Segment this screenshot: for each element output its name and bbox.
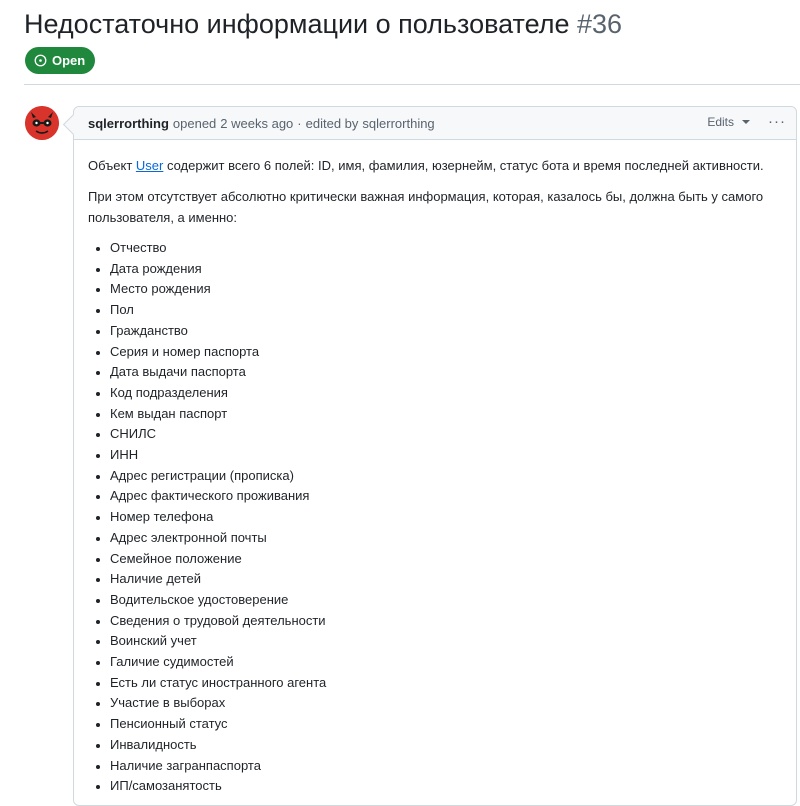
list-item: • Сведения о трудовой деятельности bbox=[110, 611, 782, 632]
issue-title bbox=[24, 6, 622, 42]
list-item: • Кем выдан паспорт bbox=[110, 404, 782, 425]
more-options-icon[interactable]: ··· bbox=[768, 113, 786, 130]
missing-fields-list bbox=[88, 238, 782, 797]
comment-editor-link[interactable]: sqlerrorthing bbox=[362, 115, 435, 131]
list-item: • Есть ли статус иностранного агента bbox=[110, 673, 782, 694]
header-divider bbox=[24, 84, 800, 85]
caret-down-icon bbox=[742, 120, 750, 124]
list-item: • Наличие загранпаспорта bbox=[110, 756, 782, 777]
issue-state-label: Open bbox=[52, 53, 86, 68]
list-item: • СНИЛС bbox=[110, 424, 782, 445]
list-item: • Водительское удостоверение bbox=[110, 590, 782, 611]
list-item: • Пол bbox=[110, 300, 782, 321]
intro-before: Объект bbox=[88, 158, 136, 173]
list-item: • Отчество bbox=[110, 238, 782, 259]
issue-title-text: Недостаточно информации о пользователе bbox=[24, 9, 570, 39]
comment-separator: · bbox=[297, 115, 302, 131]
list-item: • Гражданство bbox=[110, 321, 782, 342]
edits-dropdown[interactable] bbox=[707, 115, 750, 129]
comment-body bbox=[74, 140, 796, 797]
issue-number: #36 bbox=[577, 9, 623, 39]
issue-opened-icon bbox=[34, 54, 47, 67]
list-item: • Адрес регистрации (прописка) bbox=[110, 466, 782, 487]
comment-edited-prefix: edited by bbox=[305, 115, 359, 131]
list-item: • Пенсионный статус bbox=[110, 714, 782, 735]
list-item: • Семейное положение bbox=[110, 549, 782, 570]
list-item: • ИНН bbox=[110, 445, 782, 466]
list-item: • Номер телефона bbox=[110, 507, 782, 528]
list-item: • Дата выдачи паспорта bbox=[110, 362, 782, 383]
list-item: • ИП/самозанятость bbox=[110, 776, 782, 797]
list-item: • Код подразделения bbox=[110, 383, 782, 404]
issue-comment bbox=[73, 106, 797, 806]
comment-header bbox=[74, 107, 796, 140]
list-item: • Дата рождения bbox=[110, 259, 782, 280]
issue-state-badge bbox=[25, 47, 95, 74]
missing-info-paragraph: При этом отсутствует абсолютно критически важная информация, которая, казалось бы, должна быть у самого пользователя, а именно: bbox=[88, 189, 764, 225]
comment-author-link[interactable]: sqlerrorthing bbox=[88, 115, 169, 131]
list-item: • Наличие детей bbox=[110, 569, 782, 590]
list-item: • Адрес электронной почты bbox=[110, 528, 782, 549]
list-item: • Место рождения bbox=[110, 279, 782, 300]
intro-after: содержит всего 6 полей: ID, имя, фамилия, юзернейм, статус бота и время последней активности. bbox=[163, 158, 764, 173]
list-item: • Галичие судимостей bbox=[110, 652, 782, 673]
list-item: • Участие в выборах bbox=[110, 693, 782, 714]
comment-time[interactable]: 2 weeks ago bbox=[220, 115, 294, 131]
avatar-devil-icon bbox=[25, 106, 59, 140]
edits-label: Edits bbox=[707, 115, 734, 129]
list-item: • Серия и номер паспорта bbox=[110, 342, 782, 363]
list-item: • Инвалидность bbox=[110, 735, 782, 756]
comment-action: opened bbox=[172, 115, 217, 131]
list-item: • Адрес фактического проживания bbox=[110, 486, 782, 507]
author-avatar[interactable] bbox=[25, 106, 59, 140]
intro-paragraph bbox=[88, 155, 782, 176]
list-item: • Воинский учет bbox=[110, 631, 782, 652]
user-link[interactable]: User bbox=[135, 158, 164, 173]
